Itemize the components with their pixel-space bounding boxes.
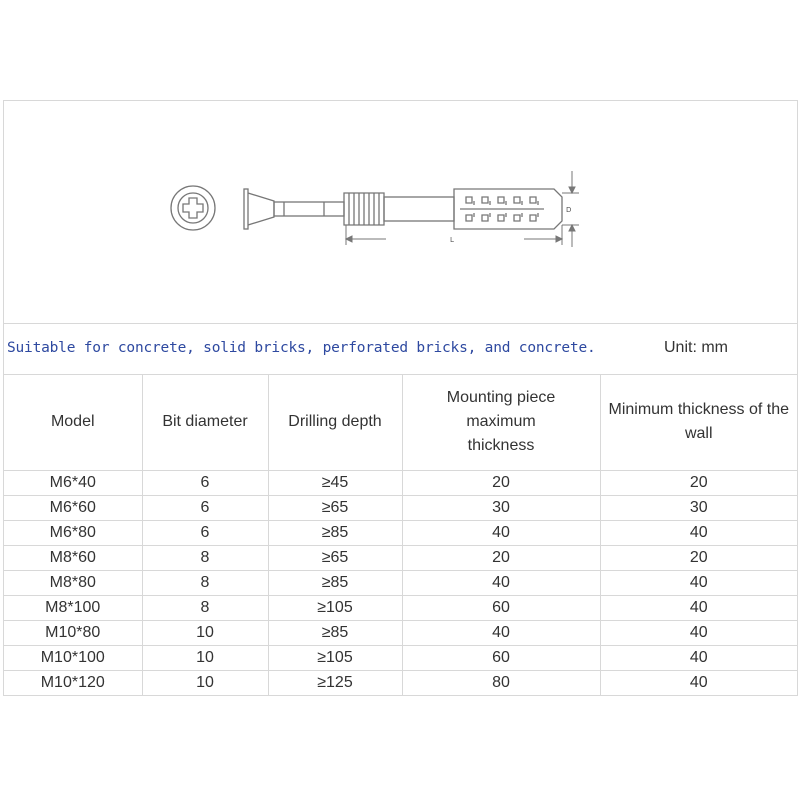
anchor-diagram: [4, 101, 797, 324]
screw-head-icon: [171, 186, 215, 230]
header-wall-thickness: Minimum thickness of the wall: [600, 374, 797, 471]
cell-wall-thickness: 40: [600, 671, 797, 696]
cell-wall-thickness: 20: [600, 471, 797, 496]
cell-drilling-depth: ≥125: [268, 671, 402, 696]
cell-drilling-depth: ≥105: [268, 596, 402, 621]
cell-drilling-depth: ≥85: [268, 521, 402, 546]
cell-drilling-depth: ≥105: [268, 646, 402, 671]
cell-wall-thickness: 40: [600, 571, 797, 596]
cell-model: M8*80: [4, 571, 142, 596]
cell-mounting-thickness: 40: [402, 521, 600, 546]
table-row: [4, 496, 797, 521]
cell-bit-diameter: 6: [142, 471, 268, 496]
cell-wall-thickness: 40: [600, 621, 797, 646]
cell-mounting-thickness: 40: [402, 571, 600, 596]
spec-table: [4, 374, 797, 695]
cell-mounting-thickness: 30: [402, 496, 600, 521]
cell-bit-diameter: 10: [142, 621, 268, 646]
dimension-d-label: D: [566, 206, 572, 214]
caption-row: [4, 323, 797, 375]
cell-wall-thickness: 40: [600, 521, 797, 546]
dimension-l-label: L: [450, 236, 454, 244]
cell-model: M10*100: [4, 646, 142, 671]
header-drilling-depth: Drilling depth: [268, 374, 402, 471]
table-row: [4, 671, 797, 696]
cell-mounting-thickness: 60: [402, 646, 600, 671]
cell-wall-thickness: 30: [600, 496, 797, 521]
cell-drilling-depth: ≥85: [268, 621, 402, 646]
cell-model: M10*120: [4, 671, 142, 696]
cell-model: M10*80: [4, 621, 142, 646]
table-row: [4, 596, 797, 621]
cell-drilling-depth: ≥45: [268, 471, 402, 496]
table-header-row: [4, 374, 797, 471]
table-row: [4, 621, 797, 646]
cell-drilling-depth: ≥65: [268, 496, 402, 521]
cell-bit-diameter: 6: [142, 521, 268, 546]
usage-caption: Suitable for concrete, solid bricks, perforated bricks, and concrete.: [7, 340, 596, 356]
unit-label: Unit: mm: [664, 339, 728, 356]
nail-anchor-icon: [244, 189, 562, 229]
cell-model: M6*80: [4, 521, 142, 546]
header-mounting-thickness: Mounting piece maximum thickness: [402, 374, 600, 471]
cell-wall-thickness: 20: [600, 546, 797, 571]
cell-mounting-thickness: 80: [402, 671, 600, 696]
table-row: [4, 571, 797, 596]
header-bit-diameter: Bit diameter: [142, 374, 268, 471]
cell-bit-diameter: 10: [142, 671, 268, 696]
table-row: [4, 546, 797, 571]
cell-model: M8*100: [4, 596, 142, 621]
cell-mounting-thickness: 20: [402, 546, 600, 571]
table-row: [4, 646, 797, 671]
anchor-drawing: [4, 101, 797, 323]
table-row: [4, 521, 797, 546]
cell-mounting-thickness: 20: [402, 471, 600, 496]
cell-bit-diameter: 8: [142, 546, 268, 571]
cell-drilling-depth: ≥85: [268, 571, 402, 596]
cell-drilling-depth: ≥65: [268, 546, 402, 571]
cell-wall-thickness: 40: [600, 596, 797, 621]
cell-model: M6*60: [4, 496, 142, 521]
cell-wall-thickness: 40: [600, 646, 797, 671]
cell-bit-diameter: 8: [142, 571, 268, 596]
cell-mounting-thickness: 40: [402, 621, 600, 646]
table-row: [4, 471, 797, 496]
cell-bit-diameter: 10: [142, 646, 268, 671]
cell-mounting-thickness: 60: [402, 596, 600, 621]
cell-bit-diameter: 8: [142, 596, 268, 621]
header-model: Model: [50, 413, 95, 430]
spec-sheet: [3, 100, 798, 696]
cell-model: M6*40: [4, 471, 142, 496]
cell-bit-diameter: 6: [142, 496, 268, 521]
cell-model: M8*60: [4, 546, 142, 571]
